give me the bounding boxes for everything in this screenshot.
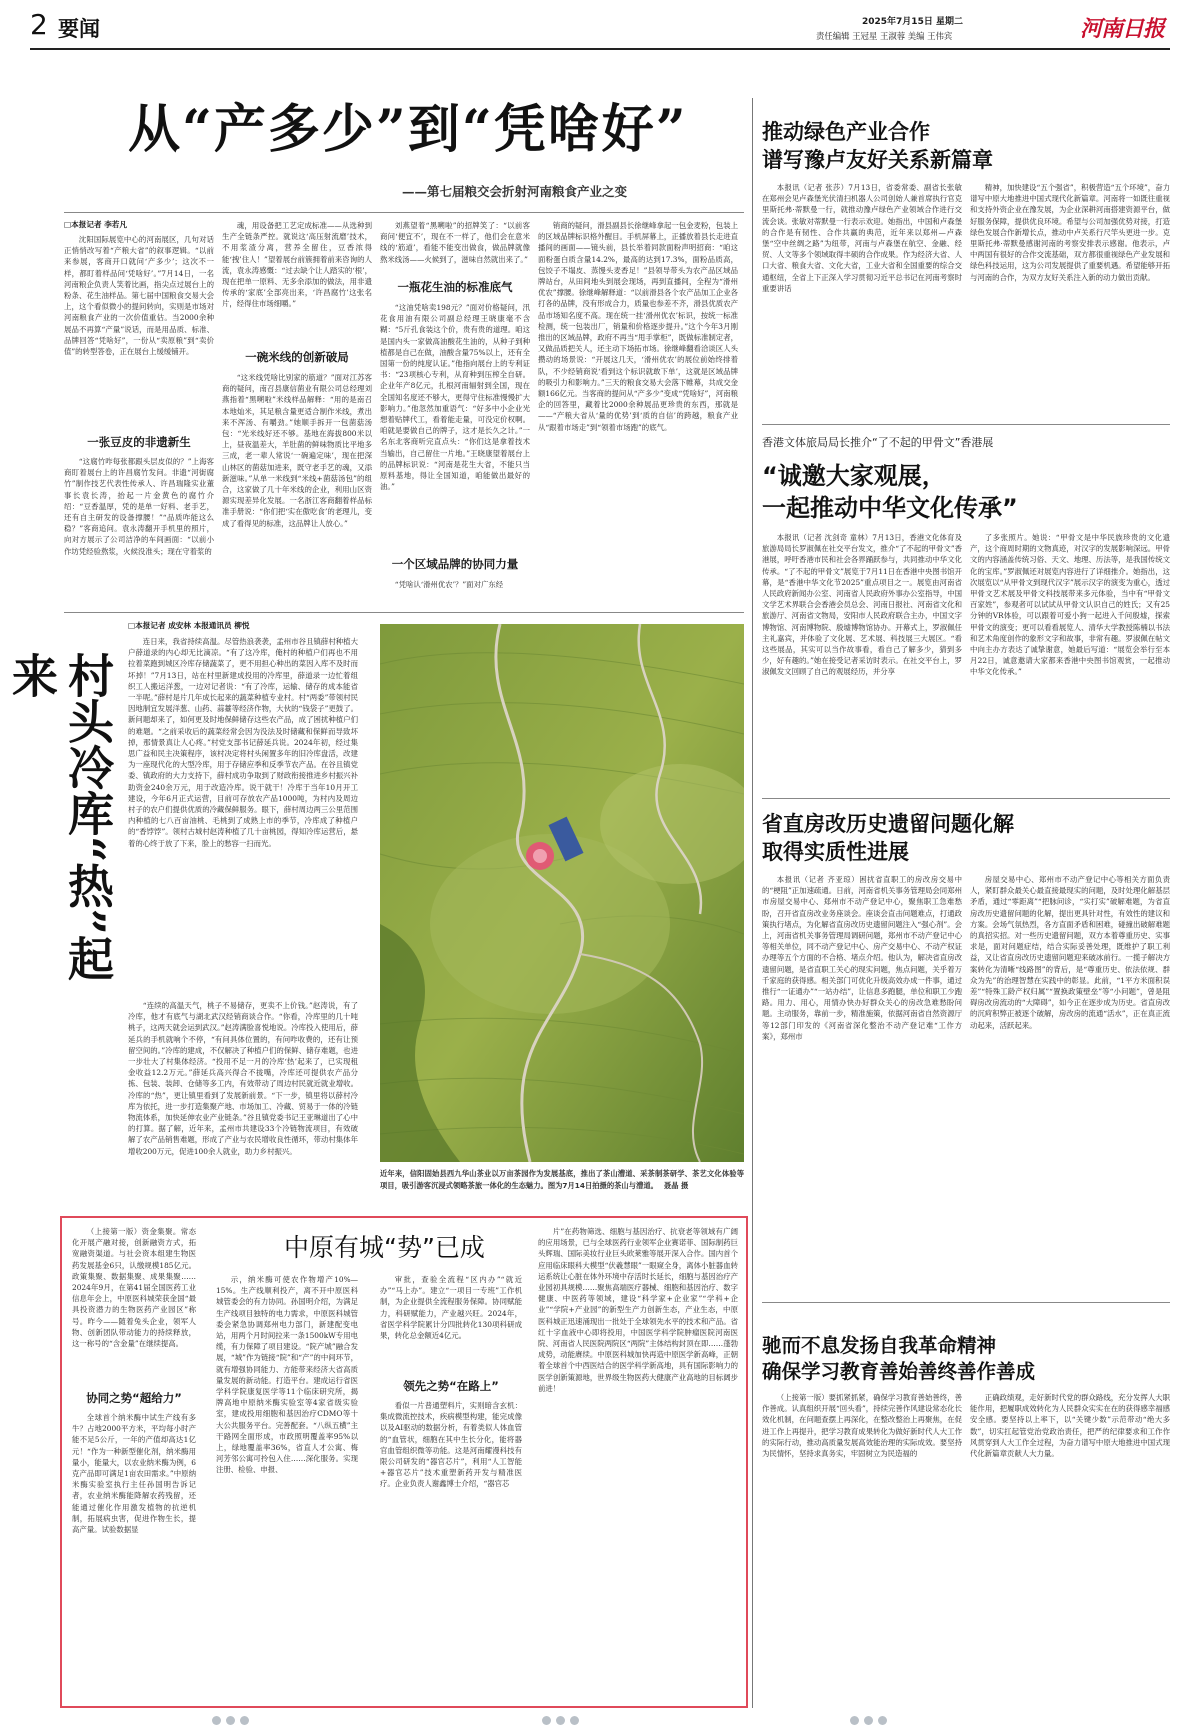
right-column-divider bbox=[752, 98, 753, 1708]
section-name: 要闻 bbox=[58, 17, 100, 41]
cold-col2: “连续的高温天气，桃子不易储存，更卖不上价钱。”赵涛说，有了冷库，他才有底气与湖北武汉经销商谈合作。“你看，冷库里的几十吨桃子，这两天就会运到武汉。”赵涛满脸喜悦地说。冷库投入使用后，薛延兵的手机就响个不停，“有问具体位置的，有问咋收费的，还有让预留空间的。”冷库的建成，不仅解决了种植户们的保鲜、储存难题，也进一步壮大了村集体经济。“投用不足一月的冷库‘热’起来了，已实现租金收益12.2万元。”薛延兵高兴得合不拢嘴，冷库还可提供农产品分拣、包装、装卸、仓储等多工内，有效带动了周边村民就近就业增收。冷库的“热”，更让镇里看到了发展新前景。“下一步，镇里将以薛村冷库为依托，进一步打造集聚产地、市场加工、冷藏、贸易于一体的冷链物流体系，加快延伸农业产业链条。”谷且镇党委书记王亚琳道出了心中的打算。据了解，近年来，孟州市共建设33个冷链物流项目，有效破解了农产品销售难题，形成了产业与农民增收良性循环，带动村集体年增收200万元，促进100余人就业，助力乡村振兴。 bbox=[128, 1001, 358, 1156]
zhongyuan-subhead-lead: 领先之势“在路上” bbox=[403, 1379, 499, 1393]
dot bbox=[240, 1716, 249, 1725]
photo-credit: 聂晶 摄 bbox=[663, 1180, 689, 1190]
newspaper-logo: 河南日报 bbox=[1080, 16, 1165, 42]
green-bottom-rule bbox=[762, 424, 1170, 425]
lead-col1b: “这腐竹咋每张都跟头层皮似的？”上海客商盯着展台上的许昌腐竹发问。非遗“河街腐竹”制作技艺代表性传承人、许昌瑞隆实业董事长袁长涛，抬起一片金黄色的腐竹介绍：“豆香温厚，凭的是单一好料、老手艺，还有自主研发的设备撑腰！”“品质咋能这么稳？”客商追问。袁永涛翻开手机里的照片，向对方展示了公司洁净的车间画面：“以前小作坊凭经验熬浆，火候没准头；现在守着浆的 bbox=[64, 457, 214, 556]
lead-subhead-tofu: 一张豆皮的非遗新生 bbox=[87, 435, 191, 449]
lead-col2b: “这米线凭啥比别家的筋道？”面对江苏客商的疑问，南召县康信菌业有限公司总经理刘燕指着“黑嗍啦”米线样品解释：“用的是南召本地灿米，其足粮含量更适合制作米线，煮出来不浑汤、有嚼劲。”她顺手拆开一包菌菇汤包：“光米线好还不够。基地在海拔800米以上，昼夜温差大，羊肚菌的鲜味物质比平地多三成，老一辈人常说‘一碗遍定味’，现在把深山林区的菌菇加进来，既守老手艺的魂，又添新滋味。”从单一米线到“米线+菌菇汤包”的组合，这家做了几十年米线的企业，利用山区资源实现差异化发展。一名浙江客商翻着样品标准手册说：“你们把‘实在傲吃食’的老理儿，变成了看得见的标准，这品牌让人放心。” bbox=[222, 373, 372, 528]
green-headline-2: 谱写豫卢友好关系新篇章 bbox=[762, 148, 993, 172]
green-col1: 本报讯（记者 张莎）7月13日，省委常委、副省长张敏在郑州会见卢森堡光伏清扫机器人公司创始人兼首席执行官克里斯托弗·蒂默曼一行，就推动豫卢绿色产业领域合作进行交流会谈。张敏对蒂默曼一行表示欢迎。她指出，中国和卢森堡的合作是有韧性、合作共赢的典范，近年来以郑州—卢森堡“空中丝绸之路”为纽带，河南与卢森堡在航空、金融、经贸、人文等多个领域取得丰硕的合作成果。作为经济大省、人口大省、粮食大省、文化大省，工业大省和全国重要的综合交通枢纽，全省上下正深入学习贯彻习近平总书记在河南考察时重要讲话 bbox=[762, 183, 962, 293]
issue-date: 2025年7月15日 星期二 bbox=[862, 17, 963, 27]
tireless-col1: （上接第一版）要抓紧抓紧，确保学习教育善始善终，善作善成。认真组织开展“回头看”，持续完善作风建设常态化长效化机制，在问题查摆上再深化，在整改整治上再聚焦，在促进工作上再提升，把学习教育成果转化为做好新时代人大工作的实际行动，推动高质量发展高效能治理的实际成效。要坚持为民情怀，坚持求真务实，牢固树立为民造福的 bbox=[762, 1393, 962, 1459]
hk-kicker: 香港文体旅局局长推介“了不起的甲骨文”香港展 bbox=[762, 436, 994, 449]
editors: 责任编辑 王冠星 王淑蓉 美编 王伟宾 bbox=[816, 31, 953, 41]
lead-bottom-rule bbox=[64, 612, 744, 613]
housing-bottom-rule bbox=[762, 1302, 1170, 1303]
cold-headline: 村头冷库“热”起来 bbox=[5, 652, 115, 981]
lead-subhead-oil: 一瓶花生油的标准底气 bbox=[397, 280, 513, 294]
dot bbox=[864, 1716, 873, 1725]
hk-col1: 本报讯（记者 沈剑奇 童林）7月13日，香港文化体育及旅游局局长罗淑佩在社交平台发文，推介“了不起的甲骨文”香港展，呼吁香港市民和社会各界踊跃参与，共同推动中华文化传承。“了不起的甲骨文”展览于7月11日在香港中央图书馆开幕，是“香港中华文化节2025”重点项目之一。展览由河南省人民政府新闻办公室、河南省人民政府外事办公室指导，中国文学艺术界联合会香港会员总会、河南日报社、河南省文化和旅游厅、河南省文物局，安阳市人民政府联合主办，中国文字博物馆、河南博物院、殷墟博物馆协办。开幕式上，罗淑佩任主礼嘉宾，并体验了文化展、艺术展、科技展三大展区。“看这些展品，其实可以当作故事看，看自己了解多少，猜到多少，好有趣的。”她在接受记者采访时表示。在社交平台上，罗淑佩发文回顾了自己的观展经历，并分享 bbox=[762, 533, 962, 677]
lead-byline: □本报记者 李若凡 bbox=[64, 220, 127, 229]
green-col2: 精神，加快建设“五个强省”，积极营造“五个环境”，奋力谱写中原大地推进中国式现代化新篇章。河南将一如既往重视和支持外资企业在豫发展，为企业深耕河南搭建资源平台，做好服务保障，提供优良环境。希望与公司加强优势对接，打造绿色发展合作新增长点，推动中卢关系行尺竿头更进一步。克里斯托弗·蒂默曼感谢河南的考察安排表示感谢。他表示，卢中两国有很好的合作交流基础，双方都很重视绿色产业发展和绿色科技运用，这为公司发展提供了重要机遇。希望能够开拓与河南的合作，为双方友好关系注入新的动力做出贡献。 bbox=[970, 183, 1170, 282]
zhongyuan-col1: （上接第一版）资金集聚。常态化开展产融对接，创新融资方式，拓宽融资渠道。与社会资本组建生物医药发展基金6只，认缴规模185亿元。政策集聚、数据集聚、成果集聚……2024年9月，在第41届全国医药工业信息年会上，中原医科城荣获金国“最具投资潜力的生物医药产业园区”称号。昨今——随着兔头企业，领军人物、创新团队带动能力的持续释放，这一称号的“含金量”在继续提高。 bbox=[72, 1227, 196, 1349]
masthead-rule bbox=[30, 48, 1170, 50]
page-number: 2 bbox=[30, 8, 48, 41]
lead-col3b: “这油凭啥卖198元？”面对价格疑问，汛花食用油有限公司副总经理王晓康毫不含糊：“5斤孔食装这个价，贵有贵的道理。咱这是国内头一家做高油酸花生油的，从种子到种植都是自己在做，油酸含量75%以上，还有全国第一份的纯度认证。”他指向展台上的专利证书：“23项核心专利，从育种到压榨全自研。企业年产8亿元，扎根河南辐射到全国，现在全国知名度还不够大，更得守住标准慢慢扩大影响力。”他忽然加重语气：“好多中小企业光想着贴牌代工，看着能走量，可没定价权啊。咱就是要做自己的牌子，这才是长久之计。”一名东北客商听完直点头：“你们这是拿着技术当输出，自己留住一片地。”王晓康望着展台上的品牌标识说：“河南是花生大省，不能只当原料基地，得让全国知道，咱能做出最好的油。” bbox=[380, 303, 530, 492]
dot bbox=[556, 1716, 565, 1725]
tea-garden-photo-svg bbox=[380, 624, 744, 1162]
lead-col2: 魂，用设备把工艺定成标准——从选种到生产全链条严控。就说这‘高压射流磨’技术，不用浆渣分离，营养全留住，豆香浓得能‘拽’住人！”望着展台前簇拥着前来咨询的人流，袁永涛感慨：“过去缺个让人踏实的‘根’，现在把单一原料、无多余添加的做法，用非遗传承的‘家底’全部亮出来，‘许昌腐竹’这张名片，经得住市场细嚼。” bbox=[222, 221, 372, 309]
page-dots-center bbox=[542, 1716, 579, 1725]
zhongyuan-subhead-synergy: 协同之势“超给力” bbox=[86, 1391, 182, 1405]
lead-col3c: “凭啥认‘滑州优农’？”面对广东经 bbox=[394, 580, 504, 589]
lead-subhead-brand: 一个区域品牌的协同力量 bbox=[391, 557, 519, 571]
dot bbox=[850, 1716, 859, 1725]
housing-headline-1: 省直房改历史遗留问题化解 bbox=[762, 812, 1014, 836]
lead-subhead-noodle: 一碗米线的创新破局 bbox=[245, 350, 349, 364]
tea-garden-photo bbox=[380, 624, 744, 1162]
lead-col1: 沈阳国际展览中心的河南展区，几句对话正悄悄改写着“产粮大省”的叙事逻辑。“以前来参展，客商开口就问‘产多少’；这次不一样，都盯着样品问‘凭啥好’。”7月14日，一名河南粮企负责人笑着比画，指尖点过展台上的粉条、花生油样品。第七届中国粮食交易大会上，这个看似微小的提问转向，实则是市场对河南粮食产业的一次价值重估。当2000余种展品不再算“产量”说话，而是用品质、标准、品牌回答“凭啥好”，一份从“卖原粮”到“卖价值”的转型答卷，正在展台上缓缓铺开。 bbox=[64, 235, 214, 357]
lead-col3: 刘燕望着“黑嗍啦”的招牌笑了：“以前客商问‘便宜不’，现在不一样了，他们会在意米线的‘筋道’，看能不能变出做食，做品牌就像熬米线汤——火候到了，滋味自然就出来了。” bbox=[380, 221, 530, 264]
cold-byline: □本报记者 成安林 本报通讯员 柳悦 bbox=[128, 621, 250, 630]
dot bbox=[542, 1716, 551, 1725]
hk-headline-2: 一起推动中华文化传承” bbox=[762, 494, 1018, 522]
tireless-headline-2: 确保学习教育善始善终善作善成 bbox=[762, 1360, 1036, 1383]
zhongyuan-headline: 中原有城“势”已成 bbox=[284, 1233, 485, 1262]
lead-subhead: ——第七届粮交会折射河南粮食产业之变 bbox=[402, 184, 628, 199]
tireless-col2: 正确政绩观，走好新时代党的群众路线，充分发挥人大职能作用，把履职成效转化为人民群众实实在在的获得感幸福感安全感。要坚持以上率下，以“关键少数”示范带动“绝大多数”，切实扛起管党治党政治责任，把严的纪律要求和工作作风贯穿到人大工作全过程，为奋力谱写中原大地推进中国式现代化新篇章贡献人大力量。 bbox=[970, 1393, 1170, 1459]
green-headline-1: 推动绿色产业合作 bbox=[762, 120, 930, 144]
tireless-headline-1: 驰而不息发扬自我革命精神 bbox=[762, 1334, 997, 1357]
hk-bottom-rule bbox=[762, 798, 1170, 799]
zhongyuan-col2: 示，纳米酶可使农作物增产10%—15%。生产线顺利投产，离不开中原医科城管委会的有力协同。孙国明介绍，为满足生产线项目独特的电力需求，中原医科城管委会紧急协调郑州电力部门，新建配变电站，用两个月时间拉来一条1500kW专用电缆，有力保障了项目建设。“院产城”融合发展，“城”作为链接“院”和“产”的中间环节，就有增强协同能力、方能带来经济大省高质量发展的新动能。打造平台。建成运行省医学科学院康复医学等11个临床研究所，揭牌高地中原纳米酶实验室等4家省级实验室，建成投用细胞和基因治疗CDMO等十大公共服务平台。完善配套。“八纵五横”主干路网全面形成，市政照明覆盖率95%以上，绿地覆盖率36%，省直人才公寓、梅河芳邻公寓可拎包入住……深化服务。实现注册、检验、申报、 bbox=[216, 1275, 358, 1475]
page-dots-right bbox=[850, 1716, 887, 1725]
dot bbox=[878, 1716, 887, 1725]
zhongyuan-col1b: 全球首个纳米酶中试生产线有多牛？占地2000平方米，平均每小时产能不足5公斤，一年的产值却高达1亿元！“作为一种新型催化剂，纳米酶用量小，能量大，以农业纳米酶为例，6克产品即可满足1亩农田需求。”中原纳米酶实验室执行主任孙国明告诉记者，农业纳米酶能降解农药残留，还能通过催化作用激发植物的抗逆机制，拓展病虫害，促进作物生长，提高产量。试验数据显 bbox=[72, 1413, 196, 1535]
hk-headline-1: “诚邀大家观展， bbox=[762, 462, 946, 490]
dot bbox=[570, 1716, 579, 1725]
page-dots-left bbox=[212, 1716, 249, 1725]
photo-caption-text: 近年来，信阳固始县西九华山茶业以万亩茶园作为发展基底，推出了茶山漕道、采茶制茶研学、茶艺文化体验等项目，吸引游客沉浸式领略茶旅一体化的生态魅力。图为7月14日拍摄的茶山与漕道。 bbox=[380, 1169, 744, 1190]
housing-col1: 本报讯（记者 齐亚琼）困扰省直职工的房改房交易中的“梗阻”正加速疏通。日前，河南省机关事务管理局会同郑州市房屋交易中心、郑州市不动产登记中心，聚焦职工急难愁盼，召开省直房改业务座谈会。座谈会直击问题难点，打通政策执行堵点，为化解省直房改历史遗留问题注入“强心剂”。会上，河南省机关事务管理局调研问题，郑州市不动产登记中心等相关单位，同不动产登记中心、房产交易中心、不动产权证办理等五个方面的不合格、堵点介绍。他认为，解决省直房改遗留问题，是省直职工关心的现实问题，焦点问题，关乎着万千家庭的获得感。相关部门可优化升级高效办成一件事，通过推行“一证通办”“一站办结”，让信息多跑腿，单位和职工少跑路。用力、用心，用情办快办好群众关心的房改急难愁盼问题。主动服务，靠前一步，精准施策，依据河南省自然资源厅等12部门印发的《河南省深化整治不动产登记难“工作方案》，郑州市 bbox=[762, 875, 962, 1041]
lead-divider bbox=[64, 212, 744, 213]
housing-col2: 房屋交易中心、郑州市不动产登记中心等相关方面负责人，紧盯群众最关心最直接最现实的问题，及时处理化解基层矛盾，通过“零距离”“把脉问诊，“实打实”破解难题，为省直房改历史遗留问题的化解，提出更具针对性，有效性的建议和方案。会场气氛热烈，各方直面矛盾和困难，碰撞出破解难题的真招实招。对一些历史遗留问题，双方本着尊重历史、实事求是，面对问题症结，结合实际妥善处理，既维护了职工利益，又让省直房改历史遗留问题迎来破冰前行。一揽子解决方案转化为清晰“线路图”的背后，是“尊重历史、依法依规、群众为先”的治理智慧在实践中的彰显。此前，“1平方米面积误差”“特殊工龄产权归属”“置换政策壁垒”等“小问题”，曾是阻碍房改房流动的“大障碍”，如今正在逐步成为历史。省直房改的沉疴积弊正被逐个破解，房改房的流通“活水”，正在真正流动起来，活跃起来。 bbox=[970, 875, 1170, 1030]
cold-col1: 连日来，我省持续高温。尽管热浪袭袭，孟州市谷且镇薛村种植大户薛道录的内心却无比滴凉。“有了这冷库，俺村的种植户们再也不用拉着菜跑到城区冷库存储蔬菜了，更不用担心种出的菜因入库不及时而坏掉！”7月13日，站在村里新建成投用的冷库里，薛道录一边忙着组织工人搬运洋葱，一边对记者说：“有了冷库，运输、储存的成本能省一半呢。”薛村是片几年成长起来的蔬菜种植专业村。村“两委”带领村民因地制宜发展洋葱、山药、蒜薹等经济作物，大伙的“钱袋子”更鼓了。新问题却来了，如何更及时地保鲜储存这些农产品，成了困扰种植户们的难题。“之前采收后的蔬菜经常会因为没法及时储藏和保鲜而导致坏掉，那情景真让人心疼。”村党支部书记薛延兵说。2024年初，经过集思广益和民主决策程序，该村决定将村头闲置多年的旧冷库盘活，改建为一座现代化的大型冷库，用于存储应季和反季节农产品。在谷且镇党委、镇政府的大力支持下，薛村成功争取到了财政衔接推进乡村振兴补助资金240余万元，用于改造冷库。说干就干！冷库于当年10月开工建设，今年6月正式运营，目前可存放农产品1000吨，为村内及周边村子的农户们提供优质的冷藏保鲜服务。眼下，薛村周边两三公里范围内种植的七八百亩油桃、毛桃到了成熟上市的季节，冷库成了种植户的“香饽饽”。领村古城村赵涛种植了几十亩桃园，得知冷库运营后，悬着的心终于放了下来，脸上的愁容一扫而光。 bbox=[128, 637, 358, 848]
housing-headline-2: 取得实质性进展 bbox=[762, 840, 909, 864]
hk-col2: 了多张照片。她说：“甲骨文是中华民族珍贵的文化遗产，这个商周时期的文物真迹，对汉字的发展影响深远。甲骨文的内容涵盖传统习俗、天文、地理、历法等，是我国传统文化的宝库。”罗淑佩还对展览内容进行了详细推介。她指出，这次展览以“从甲骨文到现代汉字”展示汉字的演变为重心，透过甲骨文艺术展及甲骨文科技展带来多元体验，当中有“甲骨文百家姓”，参观者可以试试从甲骨文认识自己的姓氏；又有25分钟的VR体验，可以跟着可爱小狗一起进入千问殷墟，探索甲骨文的演变；更可以看看展览人、清华大学教授陈楠以书法和艺术角度创作的象形文字和故事，非常有趣。罗淑佩在帖文中向主办方表达了诚挚谢意，她最后写道：“展览会举行至本月22日，诚意邀请大家都来香港中央图书馆观赏，一起推动中华文化传承。” bbox=[970, 533, 1170, 677]
photo-caption bbox=[380, 1168, 744, 1204]
lead-headline: 从“产多少”到“凭啥好” bbox=[128, 99, 688, 160]
zhongyuan-col3b: 看似一片普通塑料片，实则暗含玄机：集成微流控技术，疾病模型构建，能完成像以及AI驱动的数据分析，有着类似人体血管的“血管状，细胞在其中生长分化，能将器官血管组织微等功能。这是河南耀漫科技有限公司研发的“器官芯片”，利用“人工智能+器官芯片”技术重塑新药开发与精准医疗。企业负责人谢鑫博士介绍，“器官芯 bbox=[380, 1401, 522, 1489]
dot bbox=[226, 1716, 235, 1725]
lead-col4: 销商的疑问，滑县副县长徐继峰拿起一包金麦粉，包装上的区域品牌标识格外醒目。手机屏幕上，正播放着县长走进直播间的画面——镜头前，县长举着同款面粉声明招商：“咱这面粉蛋白质含量14.2%，最高的达到17.3%，面粉品质高，包饺子不塌皮、蒸馒头麦香足！”县领导带头为农产品区域品牌站台，从田间地头到展会现场，再到直播间，全程为“滑州优农”撑腰。徐继峰解释道：“以前滑县各个农产品加工企业各打各的品牌，没有形成合力，质量也参差不齐，滑县优质农产品市场知名度不高。现在统一挂‘滑州优农’标识，按统一标准检测，统一包装出厂，销量和价格逐步提升。”这个今年3月刚推出的区域品牌，政府不再当“甩手掌柜”，既做标准制定者，又做品质把关人，还主动下场拓市场。徐继峰翻看洽谈区人头攒动的场景说：“开展这几天，‘滑州优农’的展位前始终排着队，不少经销商说‘看到这个标识就敢下单’，这就是区域品牌的吸引力和影响力。”三天的粮食交易大会落下帷幕，共成交金额166亿元。当客商的提问从“产多少”变成“凭啥好”，河南粮企的回答里，藏着比2000余种展品更珍贵的东西，那就是——“产粮大省从‘量的优势’到‘质的自信’的跨越，粮食产业从“跟着市场走”到“领着市场跑”的底气。 bbox=[538, 221, 738, 432]
zhongyuan-col3: 审批，查验全流程“区内办”“就近办”“马上办”。建立“一项目一专班”工作机制，为企业提供全流程服务保障。协同赋能力，科研赋能力，产业越兴旺。2024年，省医学科学院累计分四批转化130项科研成果，转化总金额近4亿元。 bbox=[380, 1275, 522, 1341]
dot bbox=[212, 1716, 221, 1725]
zhongyuan-col4: 片”在药物筛选、细胞与基因治疗、抗衰老等领域有广阔的应用场景，已与全球医药行业领军企业赛诺菲、国际制药巨头辉瑞、国际美妆行业巨头欧莱雅等展开深入合作。国内首个应用临床眼科大模型“伏羲慧眼”一眼窥全身，离体小脏器血转运系统让心脏在体外环境中存活时长延长，细胞与基因治疗产业园初具规模……聚焦高端医疗器械、细胞和基因治疗、数字健康、中医药等领域，建设“科学家+企业家”“学科+企业”“学院+产业园”的新型生产力创新生态，产业生态，中原医科城正迅速涌现出一批处于全球领先水平的技术和产品。省红十字血液中心即将投用，中国医学科学院肿瘤医院河南医院、河南省人民医院两院区“两院”主体结构封顶在即……蓬勃成势，动能赓续。中原医科城加快再造中原医学新高峰，正朝着全球首个中西医结合的医学科学新高地，具有国际影响力的医学创新策源地，世界级生物医药大健康产业高地的目标阔步前进！ bbox=[538, 1227, 738, 1393]
